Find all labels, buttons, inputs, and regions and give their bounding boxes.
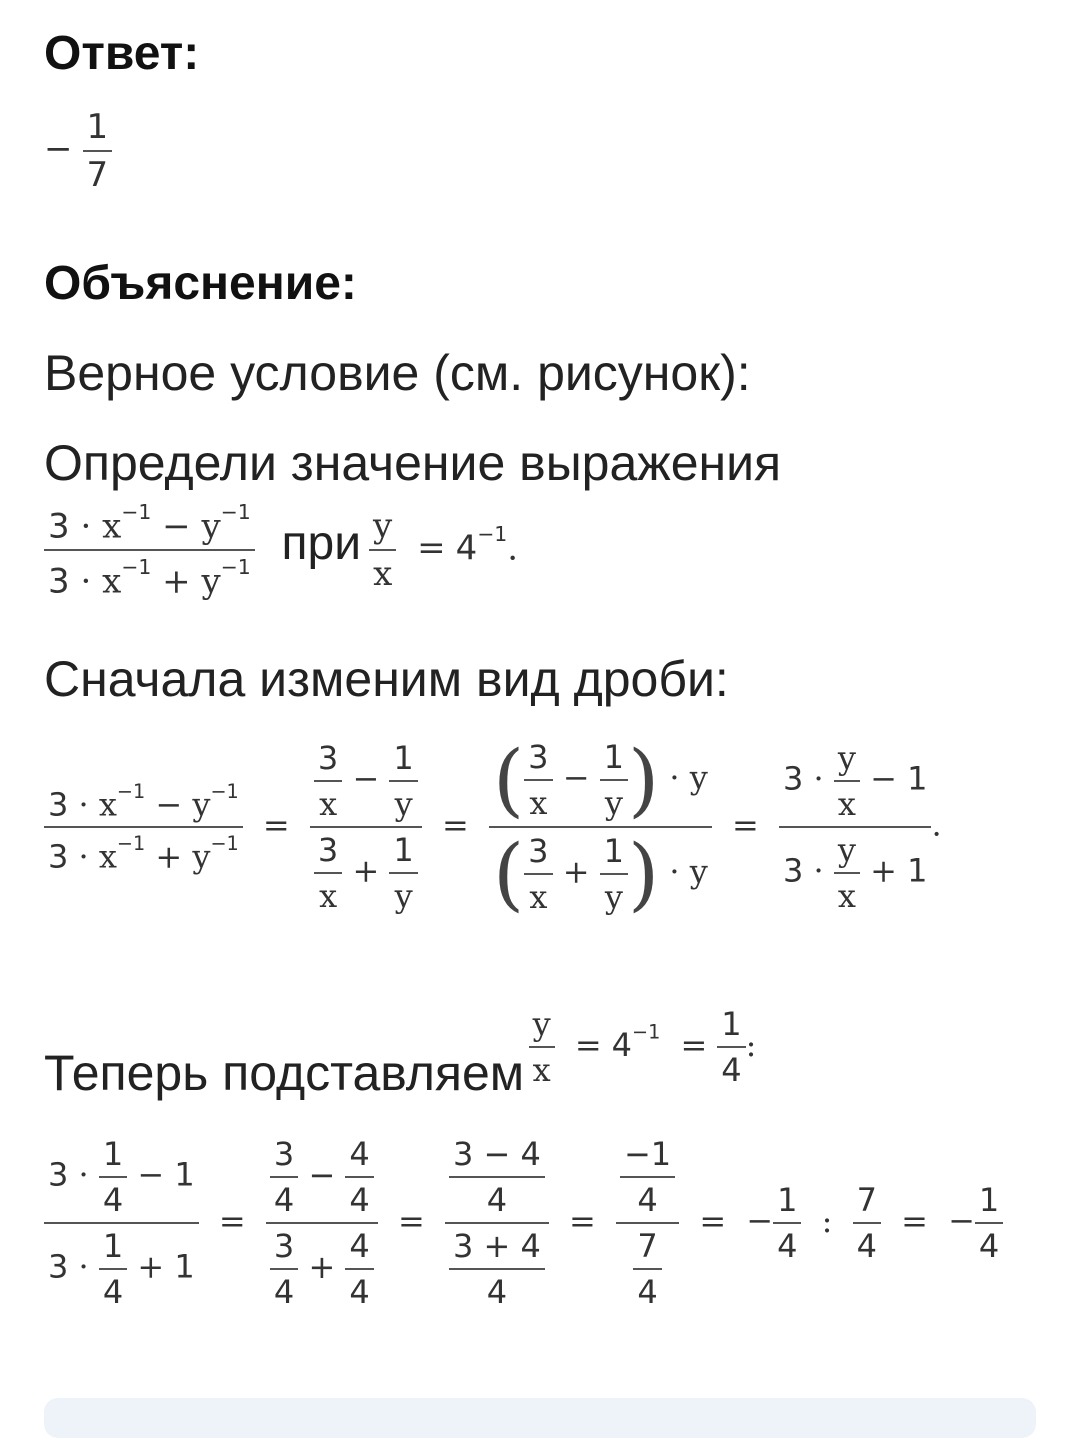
answer-numerator: 1	[86, 107, 109, 147]
transform-line: Сначала изменим вид дроби:	[44, 651, 729, 707]
transform-expression: $\frac{3 \cdot x^{-1} - y^{-1}}{3 \cdot x^{-1} + y^{-1}}$ = $\frac{3}{x}$ − $\frac{1}{y}$ $\frac{3}{x}$ + $\frac{1}{y}$ = ( $\frac{3}{x}$ − $\frac{1}{y}$ ) · y ( $\frac{3}{x}$ + $\frac{1}{y}$ ) · y = 3 · $\frac{y}{x}$ − 1 3 · $\frac{y}{x}$ + 1 .	[44, 740, 942, 914]
problem-expression: $\frac{3 \cdot x^{-1} - y^{-1}}{3 \cdot x^{-1} + y^{-1}}$ при $\frac{y}{x}$ = $4^{-1}$.	[44, 502, 518, 599]
next-card	[44, 1398, 1036, 1438]
answer-heading: Ответ:	[44, 27, 200, 80]
step-4: $\frac{\frac{-1}{4}}{\frac{7}{4}}$	[616, 1138, 679, 1308]
ratio-fraction: 3 · $\frac{y}{x}$ − 1 3 · $\frac{y}{x}$ + 1	[779, 742, 931, 912]
answer-denominator: 7	[86, 155, 109, 195]
step-2: $\frac{3}{4}$ − $\frac{4}{4}$ $\frac{3}{4}$ + $\frac{4}{4}$	[266, 1138, 378, 1308]
final-computation: 3 · $\frac{1}{4}$ − 1 3 · $\frac{1}{4}$ + 1 = $\frac{3}{4}$ − $\frac{4}{4}$ $\frac{3}{4}$ + $\frac{4}{4}$ = $\frac{\frac{3 - 4}{4}}{\frac{3 + 4}{4}}$ = $\frac{\frac{-1}{4}}{\frac{7}{4}}$ = − $\frac{1}{4}$ : $\frac{7}{4}$ = − $\frac{1}{4}$	[44, 1138, 1003, 1308]
step-1: 3 · $\frac{1}{4}$ − 1 3 · $\frac{1}{4}$ + 1	[44, 1138, 199, 1308]
answer-sign: −	[44, 129, 73, 169]
answer-value	[44, 107, 112, 195]
substitution-formula: $\frac{y}{x}$ = $4^{-1}$ = $\frac{1}{4}$ :	[529, 1026, 757, 1064]
explanation-heading: Объяснение:	[44, 257, 357, 310]
original-fraction: $\frac{3 \cdot x^{-1} - y^{-1}}{3 \cdot x^{-1} + y^{-1}}$	[44, 782, 243, 873]
condition-line: Верное условие (см. рисунок):	[44, 345, 751, 401]
problem-fraction: $\frac{3 \cdot x^{-1} - y^{-1}}{3 \cdot x^{-1} + y^{-1}}$	[44, 502, 255, 599]
complex-fraction: $\frac{3}{x}$ − $\frac{1}{y}$ $\frac{3}{x}$ + $\frac{1}{y}$	[310, 742, 422, 912]
at-word: при	[281, 517, 362, 571]
substitution-text: Теперь подставляем	[44, 1045, 525, 1101]
step-3: $\frac{\frac{3 - 4}{4}}{\frac{3 + 4}{4}}$	[445, 1138, 549, 1308]
multiplied-fraction: ( $\frac{3}{x}$ − $\frac{1}{y}$ ) · y ( $\frac{3}{x}$ + $\frac{1}{y}$ ) · y	[489, 740, 712, 914]
substitution-line	[44, 1005, 757, 1101]
task-line: Определи значение выражения	[44, 435, 782, 491]
